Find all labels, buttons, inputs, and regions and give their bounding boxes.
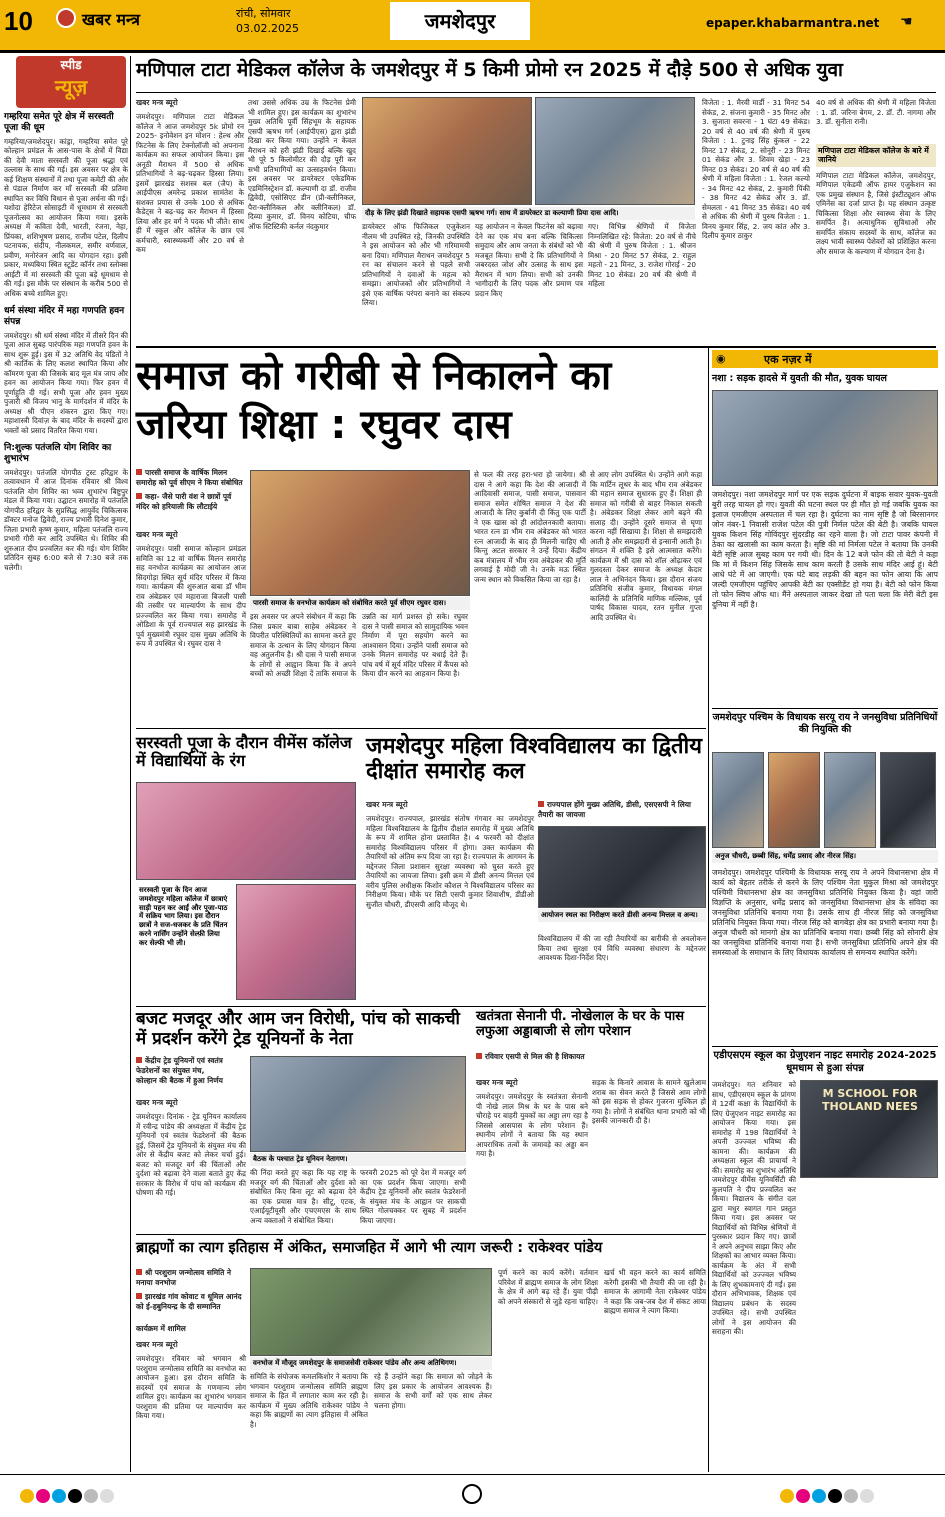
column-divider bbox=[708, 348, 709, 1472]
color-dot bbox=[828, 1489, 842, 1503]
raghuvar-sub1: पारसी समाज के वार्षिक मिलन समारोह को पूर्व सीएम ने किया संबोधित bbox=[136, 468, 243, 487]
speed-news-body: गम्हरिया/जमशेदपुर। कांड्रा, गम्हरिया समेत पूरे कोल्हान प्रमंडल के आस-पास के क्षेत्रों में विद्या की देवी माता सरस्वती की पूजा श्रद्धा एवं उल्लास के साथ की गई। इस अवसर पर क्षेत्र के कई शिक्षण संस्थानों में तथा पूजा कमेटी की ओर से पंडाल निर्माण कर माँ सरस्वती की प्रतिमा स्थापित कर विधि विधान से पूजा अर्चना की गई। यशोदा हेरिटेज सोसाइटी में धूमधाम से सरस्वती पूजनोत्सव का आयोजन किया गया। इसके अध्यक्ष में कविता देवी, भारती, रंजना, नेहा, प्रिंयका, शशिभूषण प्रसाद, राजीव पटेल, दिलीप पटनायक, संदीप, नीलकमल, समीर वर्णवाल, प्रवीण, मनोरंजन आदि का योगदान रहा। इसी प्रकार, मध्यबिया स्थित स्टूडेंट कॉर्नर तथा स्लोक्स आईटी में मां सरस्वती की पूजा बड़े धूमधाम से की गई। इस मौके पर संस्थान के करीब 500 से अधिक बच्चे शामिल हुए। bbox=[4, 136, 128, 298]
registration-crosshair-icon bbox=[462, 1484, 482, 1504]
byline: खबर मन्त्र ब्यूरो bbox=[136, 1340, 178, 1349]
article-text: विश्वविद्यालय में की जा रही तैयारियों का बारीकी से अवलोकन किया तथा सुरक्षा एवं विधि व्यवस्था संधारण के मद्देनजर आवश्यक दिशा-निर्देश दिए। bbox=[538, 934, 706, 962]
info-box-title: मणिपाल टाटा मेडिकल कॉलेज के बारे में जानिये bbox=[816, 144, 936, 167]
nazar-label: एक नज़र में bbox=[764, 353, 812, 366]
speed-news-bottom: न्यूज़ bbox=[54, 75, 88, 99]
university-headline: जमशेदपुर महिला विश्वविद्यालय का द्वितीय दीक्षांत समारोह कल bbox=[366, 734, 703, 785]
header-city: रांची, सोमवार bbox=[236, 7, 291, 20]
photo-caption: आयोजन स्थल का निरीक्षण करते डीसी अनन्य मित्तल व अन्य। bbox=[538, 909, 706, 922]
epaper-url[interactable]: epaper.khabarmantra.net bbox=[706, 16, 880, 30]
portrait-4 bbox=[880, 752, 936, 848]
article-text: 40 वर्ष से अधिक की श्रेणी में महिला विजेता : 1. डॉ. जरिना बेगम, 2. डॉ. टी. नागमा और 3. डॉ. सुनीता रानी। bbox=[816, 98, 936, 126]
brahman-sub2: झारखंड गांव कोवाट व धूमिल आनंद को ई-हबुनियन्द्र के दी सम्मानित bbox=[136, 1292, 242, 1311]
speed-news-column bbox=[4, 112, 128, 1472]
article-text: जमशेदपुर। रविवार को भगवान श्री परशुराम जन्मोत्सव समिति का वनभोज का आयोजन हुआ। इस दौरान समिति के सदस्यों एवं समाज के गणमान्य लोग शामिल हुए। कार्यक्रम का शुभारंभ भगवान परशुराम की प्रतिमा पर माल्यार्पण कर किया गया। bbox=[136, 1354, 246, 1420]
article-text: तथा उससे अधिक उम्र के फिटनेस प्रेमी भी शामिल हुए। इस कार्यक्रम का शुभारंभ मुख्य अतिथि पूर्वी सिंहभूम के सहायक एसपी ऋषभ गर्ग (आईपीएस) द्वारा झंडी दिखा कर किया गया। उन्होंने न केवल मैराथन को हरी झंडी दिखाई बल्कि खुद भी पूरे 5 किलोमीटर की दौड़ पूरी कर सभी प्रतिभागियों का उत्साहवर्धन किया। इस अवसर पर डायरेक्टर एकेडमिक एडमिनिस्ट्रेशन डॉ. कल्याणी दा डॉ. राजीव द्विवेदी, एसोसिएट डीन (प्री-क्लीनिकल, पैरा-क्लीनिकल और क्लीनिकल) डॉ. दिव्या कुमार, डॉ. विनय कोटिया, चीफ ऑफ स्टिस्टिकी कर्नल नंदकुमार bbox=[248, 98, 356, 231]
saryu-text: जमशेदपुर। जमशेदपुर पश्चिमी के विधायक सरयू राय ने अपने विधानसभा क्षेत्र में कार्य को बेहतर तरीके से करने के लिए पश्चिम नेता मुकुल मिश्रा को जमशेदपुर पश्चिमी विधानसभा क्षेत्र का जनसुविधा प्रतिनिधि नियुक्त किया है। वहां जारी विज्ञप्ति के अनुसार, धर्मेंद्र प्रसाद को जनसुविधा विधानसभा क्षेत्र के संविदा का जनसुविधा प्रतिनिधि बनाया गया है। उसके साथ ही नीरज सिंह को जनसुविधा प्रतिनिधि नियुक्त किया गया। नीरज सिंह को बागबेड़ा क्षेत्र का प्रभारी बनाया गया है। अनुज चौधरी को मानगो क्षेत्र का प्रतिनिधि बनाया गया। छब्बी सिंह को सोनारी क्षेत्र का जनसुविधा प्रतिनिधि बनाया गया है। सभी जनसुविधा प्रतिनिधि अपने क्षेत्र की समस्याओं के समाधान के लिए विधायक कार्यालय से समन्वय स्थापित करेंगे। bbox=[712, 868, 938, 958]
section-rule bbox=[136, 1006, 706, 1007]
article-text: सड़क के किनारे आवास के सामने खुलेआम शराब का सेवन करते हैं जिससे आम लोगों को इस सड़क से होकर गुजरना मुश्किल हो गया है। लोगों ने संबंधित थाना प्रभारी को भी इसकी जानकारी दी है। bbox=[592, 1078, 706, 1125]
adsm-photo bbox=[800, 1080, 938, 1178]
globe-icon: ◉ bbox=[716, 352, 726, 365]
header-date: 03.02.2025 bbox=[236, 22, 299, 35]
color-dot bbox=[780, 1489, 794, 1503]
adsm-title: एडीएसएम स्कूल का ग्रेजुएशन नाइट समारोह 2024-2025 धूमधाम से हुआ संपन्न bbox=[713, 1050, 937, 1074]
khatiyan-col1 bbox=[476, 1078, 588, 1230]
portrait-2 bbox=[768, 752, 820, 848]
article-text: खर्च भी वहन करने का कार्य समिति करेगी इसकी भी तैयारी की जा रही है। समाज के आगामी नेता राकेश्वर पांडेय ने कहा कि जब-जब देश में संकट आया ब्राह्मण समाज ने त्याग किया। bbox=[604, 1268, 706, 1315]
section-rule bbox=[712, 1046, 938, 1047]
khatiyan-sub: रविवार एसपी से मिल की है शिकायत bbox=[476, 1052, 706, 1062]
byline: खबर मन्त्र ब्यूरो bbox=[136, 1098, 178, 1107]
article-text: रहे हैं उन्होंने कहा कि समाज को जोड़ने के लिए इस प्रकार के आयोजन आवश्यक हैं। समाज के सभी वर्गों को एक साथ लेकर चलना होगा। bbox=[374, 1372, 492, 1410]
article-text: जमशेदपुर। मणिपाल टाटा मेडिकल कॉलेज ने आज जमशेदपुर 5k प्रोमो रन 2025- इनोवेशन इन मोशन : हेल्थ और फिटनेस के लिए टेक्नोलॉजी को अपनाना कार्यक्रम का सफल आयोजन किया। इस अनूठी मैराथन में 500 से अधिक प्रतिभागियों ने बढ़-चढ़कर हिस्सा लिया। इसमें झारखंड सशस्त्र बल (जैप) के आईपीएस अमरेन्द्र प्रकाश सामंतेश के सशक्त प्रयास से उनके 100 से अधिक कैडेट्स ने बढ़-चढ़ कर मैराथन में हिस्सा लिया और हर वर्ग ने पदक भी जीते। साथ ही में स्कूल और कॉलेज के छात्र एवं कर्मचारी, स्वास्थ्यकर्मी और 20 वर्ष से कम bbox=[136, 112, 244, 254]
color-dot bbox=[36, 1489, 50, 1503]
photo-caption: बैठक के पश्चात ट्रेड यूनियन नेतागण। bbox=[250, 1153, 466, 1166]
brahman-headline: ब्राह्मणों का त्याग इतिहास में अंकित, समाजहित में आगे भी त्याग जरूरी : राकेश्वर पांडेय bbox=[136, 1240, 603, 1256]
women-college-photo-2 bbox=[236, 884, 356, 1000]
speed-news-item bbox=[4, 443, 128, 572]
speed-news-title: नि:शुल्क पतंजलि योग शिविर का शुभारंभ bbox=[4, 443, 112, 465]
article-text: यह आयोजन न केवल फिटनेस को बढ़ावा देने का एक मंच बना बल्कि चिकित्सा समुदाय और आम जनता के संबंधों को भी मजबूत किया। सभी दे कि प्रतिभागियों ने जबरदस्त जोश और उत्साह के साथ इस मैराथन में भाग लिया। सभी को उनकी भागीदारी के लिए पदक और प्रमाण पत्र प्रदान किए bbox=[475, 222, 583, 298]
color-dot bbox=[796, 1489, 810, 1503]
nazar-title: नशा : सड़क हादसे में युवती की मौत, युवक घायल bbox=[712, 373, 887, 384]
article-text: इस अवसर पर अपने संबोधन में कहा कि जिस प्रकार बाबा साहेब अंबेडकर ने विपरीत परिस्थितियों का सामना करते हुए समाज के उत्थान के लिए योगदान किया वह अतुलनीय है। श्री दास ने पासी समाज के लोगों से आह्वान किया कि वे अपने बच्चों को अच्छी शिक्षा दें ताकि समाज के उन्नति का मार्ग प्रशस्त हो सके। रघुवर दास ने पासी समाज को सामुदायिक भवन निर्माण में पूरा सहयोग करने का आश्वासन दिया। उन्होंने पासी समाज को उनके मिलन समारोह पर बधाई देते हैं। पांच वर्ष में सूर्य मंदिर परिसर में कैंपस को किया ग्रीन करने का आहवान किया है। bbox=[250, 612, 469, 678]
photo-caption: वनभोज में मौजूद जमशेदपुर के समाजसेवी राकेश्वर पांडेय और अन्य अतिथिगण। bbox=[250, 1357, 492, 1370]
article-text: से फल की तरह हरा-भरा हो जायेगा। श्री दास ने आगे कहा कि देश की आजादी में आदिवासी समाज, पासी समाज, पासवान समाज समेत शोषित समाज ने देश की आजादी के लिए कुर्बानी दी किंतु एक पार्टी ने एक खास को ही आंदोलनकारी बताया। भारत रत्न डा भीम राव अंबेडकर को भारत रत्न आजादी के बाद ही मिलनी चाहिए थी किन्तु अटल सरकार ने उन्हें दिया। केंद्रीय कब मंत्रालय में भीम राव अंबेडकर की मूर्ति लगवाई है मोदी जी ने। उनके मऊ स्थित जन्म स्थान को विकसित किया जा रहा है। bbox=[474, 470, 586, 584]
photo-caption: अनुज चौधरी, छब्बी सिंह, धर्मेंद्र प्रसाद और नीरज सिंह। bbox=[712, 850, 938, 863]
color-dot bbox=[860, 1489, 874, 1503]
byline: खबर मन्त्र ब्यूरो bbox=[366, 800, 408, 809]
info-box-text: मणिपाल टाटा मेडिकल कॉलेज, जमशेदपुर, मणिपाल एकेडमी ऑफ हायर एजुकेशन का एक प्रमुख संस्थान है, जिसे इंस्टीट्यूशन ऑफ एमिनेंस का दर्जा प्राप्त है। यह संस्थान उत्कृष्ट चिकित्सा शिक्षा और स्वास्थ्य सेवा के लिए समर्पित है। अत्याधुनिक सुविधाओं और समर्पित संकाय सदस्यों के साथ, कॉलेज का लक्ष्य भावी स्वास्थ्य पेशेवरों को प्रशिक्षित करना और समाज के कल्याण में योगदान देना है। bbox=[816, 170, 936, 256]
marathon-photo-1 bbox=[362, 97, 532, 205]
university-sub: राज्यपाल होंगे मुख्य अतिथि, डीसी, एसएसपी ने लिया तैयारी का जायजा bbox=[538, 800, 691, 819]
byline: खबर मन्त्र ब्यूरो bbox=[476, 1078, 518, 1087]
nazar-label-bar bbox=[712, 350, 938, 368]
speed-news-item bbox=[4, 112, 128, 298]
adsm-text: जमशेदपुर। गत शनिवार को साथ, एडीएसएम स्कूल के प्रांगण में 12वीं कक्षा के विद्यार्थियों के लिए ग्रेजुएशन नाइट समारोह का आयोजन किया गया। इस समारोह में 198 विद्यार्थियों ने अपनी उज्ज्वल भविष्य की कामना की। कार्यक्रम की अध्यक्षता स्कूल की प्राचार्या ने की। समारोह का शुभारंभ अतिथि जमशेदपुर वीमेंस यूनिवर्सिटी की कुलपति ने दीप प्रज्वलित कर किया। विद्यालय के संगीत दल द्वारा मधुर स्वागत गान प्रस्तुत किया गया। इस अवसर पर विद्यार्थियों को विभिन्न श्रेणियों में पुरस्कार प्रदान किए गए। छात्रों ने अपने अनुभव साझा किए और शिक्षकों का आभार व्यक्त किया। कार्यक्रम के अंत में सभी विद्यार्थियों को उज्ज्वल भविष्य के लिए शुभकामनाएं दी गईं। इस दौरान अभिभावक, शिक्षक एवं विद्यालय प्रबंधन के सदस्य उपस्थित रहे। सभी उपस्थित लोगों ने इस आयोजन की सराहना की। bbox=[712, 1080, 796, 1336]
raghuvar-headline: समाज को गरीबी से निकालने का जरिया शिक्षा : रघुवर दास bbox=[136, 353, 612, 448]
registration-marks-left bbox=[20, 1488, 116, 1507]
section-rule bbox=[136, 1234, 706, 1235]
speed-news-body: जमशेदपुर। पतंजलि योगपीठ ट्रस्ट हरिद्वार के तत्वावधान में आज दिनांक रविवार श्री विश्व पतंजलि योग शिविर का भव्य शुभारंभ बिष्टुपुर मंडल में किया गया। उद्घाटन समारोह में पतंजलि योगपीठ हरिद्वार के सुप्रसिद्ध आयुर्वेद चिकित्सक डॉक्टर मनोज द्विवेदी, राज्य प्रभारी दिनेश कुमार, जिला प्रभारी कृष्ण कुमार, महिला पतंजलि राज्य प्रभारी गौरी कर आदि उपस्थित थे। शिविर की शुरुआत दीप प्रज्वलित कर की गई। योग शिविर प्रतिदिन सुबह 6:00 बजे से 7:30 बजे तक चलेगी। bbox=[4, 467, 128, 572]
khatiyan-headline: खतंत्रता सेनानी पी. नोखेलाल के घर के पास लफुआ अड्डाबाजी से लोग परेशान bbox=[476, 1009, 685, 1039]
photo-caption: पारसी समाज के वनभोज कार्यक्रम को संबोधित करते पूर्व सीएम रघुवर दास। bbox=[250, 597, 470, 610]
speed-news-body: जमशेदपुर। श्री धर्म संस्था मंदिर में तीसरे दिन की पूजा आज सुबह पारंपरिक महा गणपति हवन के साथ शुरू हुई। इस में 32 अतिथि वेद पंडितों ने श्री कार्तिक के लिए कलश स्थापित किया और कॉमरण पूजा की जिसके बाद मूल मंत्र जाप और हवन का आयोजन किया गया। फिर हवन में पूर्णाहुति दी गई। सभी पूजा और हवन मुख्य पुजारी श्री विजय भानु के मार्गदर्शन में मंदिर के अध्यक्ष श्री पीएन शंकरन द्वारा किए गए। महाशास्त्री दिवांज़ के बाद मंदिर के सदस्यों द्वारा भक्तों को प्रसाद वितरित किया गया। bbox=[4, 330, 129, 435]
color-dot bbox=[68, 1489, 82, 1503]
photo-caption: दौड़ के लिए झंडी दिखाते सहायक एसपी ऋषभ गर्ग। साथ में डायरेक्टर डा कल्याणी प्रिया दास आदि। bbox=[362, 207, 695, 220]
speed-news-title: धर्म संस्था मंदिर में महा गणपति हवन संपन्न bbox=[4, 306, 125, 328]
top-story-col7 bbox=[816, 98, 936, 343]
university-photo bbox=[538, 826, 706, 908]
article-text: फरवरी 2025 को पूरे देश में मजदूर वर्ग का एक प्रदर्शन किया जाएगा। सभी केंद्रीय ट्रेड यूनियनों और स्वतंत्र फेडरेशनों के संयुक्त मंच के आह्वान पर साकची स्थित गोलचक्कर पर सुबह में प्रदर्शन किया जाएगा। bbox=[360, 1168, 466, 1225]
raghuvar-col1 bbox=[136, 530, 246, 725]
raghuvar-sub2: कहा- जैसे पारी वंश ने छात्रों पूर्व मंदिर को हरियाली कि लौटाईये bbox=[136, 492, 232, 511]
marathon-photo-2 bbox=[535, 97, 695, 205]
article-text: जमशेदपुर। पासी समाज कोल्हान प्रमंडल समिति का 12 वां वार्षिक मिलन समारोह सह वनभोज कार्यक्रम का आयोजन आज सिदगोड़ा स्थित सूर्य मंदिर परिसर में किया गया। कार्यक्रम की शुरुआत बाबा डॉ भीम राव अंबेडकर एवं महाराजा बिजली पासी की तस्वीर पर माल्यार्पण के साथ दीप प्रज्ज्वलित कर किया गया। समारोह में ओडिशा के पूर्व राज्यपाल सह झारखंड के पूर्व मुख्यमंत्री रघुवर दास मुख्य अतिथि के रूप में उपस्थित थे। रघुवर दास ने bbox=[136, 544, 246, 648]
nazar-text: जमशेदपुर। नशा जमशेदपुर मार्ग पर एक सड़क दुर्घटना में बाइक सवार युवक-युवती बुरी तरह घायल हो गए। युवती की घटना स्थल पर ही मौत हो गई जबकि युवक का इलाज एमजीएम अस्पताल में चल रहा है। दुर्घटना का नाम सृष्टि है जो बिरसानगर जोन नंबर-1 निवासी राजेश पटेल की पुत्री निर्मल पटेल की बेटी है। जबकि घायल युवक किशन सिंह गोविंदपुर सुंदरडीह का रहने वाला है। जो टाटा पावर कंपनी में ठेका का खलासी का काम करता है। सृष्टि की मां निर्मला पटेल ने बताया कि उनकी बेटी सृष्टि आज सुबह काम पर गयी थी। दिन के 12 बजे फोन की तो बेटी ने कहा कि मां में किशन सिंह जिसके साथ काम करती है उसके साथ मंदिर आई हूं। बेटी आधे घंटे में आ जाएगी। एक घंटे बाद लड़की की बहन का फोन आया कि आप जल्दी एमजीएम पहुंचिए आपकी बेटी का एक्सीडेंट हो गया है। बेटी को फोन किया तो फोन स्विच ऑफ था। मैंने अस्पताल जाकर देखा तो पता चला कि मेरी बेटी इस दुनिया में नहीं है। bbox=[712, 490, 938, 610]
column-divider bbox=[130, 56, 131, 1472]
section-rule bbox=[136, 728, 706, 729]
university-col1 bbox=[366, 800, 534, 1005]
adsm-text-cont bbox=[712, 1182, 938, 1470]
nazar-photo bbox=[712, 390, 938, 486]
women-college-headline: सरस्वती पूजा के दौरान वीमेंस कॉलेज में विद्यार्थियों के रंग bbox=[136, 733, 352, 771]
women-college-caption: सरस्वती पूजा के दिन आज जमशेदपुर महिला कॉलेज में छात्राएं साड़ी पहन कर आईं और पूजा-पाठ में सक्रिय भाग लिया। इस दौरान छात्रों ने सज-धजकर के प्रति चिंतन करने नार्सिंग उन्होंने सेल्फ़ी लिया कर सेल्फी भी ली। bbox=[136, 884, 232, 1000]
raghuvar-photo bbox=[250, 470, 470, 596]
article-text: जमशेदपुर। दिनांक - ट्रेड यूनियन कार्यालय में रवीन्द्र पांडेय की अध्यक्षता में केंद्रीय ट्रेड यूनियनों एवं स्वतंत्र फेडरेशनों की बैठक हुई, जिसमें ट्रेड यूनियनों के संयुक्त मंच की ओर से केंद्रीय बजट को लेकर चर्चा हुई। बजट को मजदूर वर्ग की चिंताओं और दुर्दशा को बढ़ावा देने वाला बताते हुए केंद्र सरकार के विरोध में पांच को कार्यक्रम की घोषणा की गई। bbox=[136, 1112, 246, 1197]
color-dot bbox=[20, 1489, 34, 1503]
header-rule bbox=[0, 50, 945, 53]
portrait-1 bbox=[712, 752, 764, 848]
article-text: गए। विभिन्न श्रेणियों में विजेता निम्नलिखित रहे: विजेता: 20 वर्ष से नीचे की श्रेणी में पुरुष विजेता : 1. श्रीजन मिश्रा - 20 मिनट 57 सेकंड, 2. राहुल महतो - 21 मिनट, 3. राजेश गोराई - 20 मिनट 10 सेकंड। 20 वर्ष की श्रेणी में महिला bbox=[588, 222, 697, 288]
article-text: विजेता : 1. मैरवी मार्डी - 31 मिनट 54 सेकंड, 2. संजना कुमारी - 35 मिनट और 3. सुजाता सवरना - 1 घंटा 49 सेकंड। 20 वर्ष से 40 वर्ष की श्रेणी में पुरुष विजेता : 1. टुनाइ सिंह कुंकल - 22 मिनट 17 सेकंड, 2. सोनूरी - 23 मिनट 01 सेकंड और 3. शिवम खेड़ा - 23 मिनट 03 सेकंड। 20 वर्ष से 40 वर्ष की श्रेणी में महिला विजेता : 1. रेजल कल्यो - 34 मिनट 42 सेकंड, 2. कुमारी पिंकी - 38 मिनट 42 सेकंड और 3. डॉ. सेमलता - 41 मिनट 35 सेकंड। 40 वर्ष से अधिक की श्रेणी में पुरुष विजेता : 1. विनय कुमार सिंह, 2. जय कांत और 3. दिलीप कुमार ठाकुर bbox=[702, 98, 810, 240]
article-text: डायरेक्टर ऑफ फिजिकल एजुकेशन नीलम भी उपस्थित रहे, जिनकी उपस्थिति ने इस आयोजन को और भी गरिमामयी बना दिया। मणिपाल मैराथन जमशेदपुर 5 रन का संचालन करने से पहले सभी प्रतिभागियों ने दवाओं के महत्व को समझा। आयोजकों और प्रतिभागियों ने इसे एक वार्षिक परंपरा बनाने का संकल्प लिया। bbox=[362, 222, 470, 307]
section-rule bbox=[136, 346, 936, 348]
registration-marks-right bbox=[780, 1488, 876, 1507]
brand-logo bbox=[56, 8, 76, 28]
article-text: जमशेदपुर। राज्यपाल, झारखंड संतोष गंगवार का जमशेदपुर महिला विश्वविद्यालय के द्वितीय दीक्षांत समारोह में मुख्य अतिथि के रूप में शामिल होना प्रस्तावित है। 4 फरवरी को दीक्षांत समारोह विश्वविद्यालय परिसर में होगा। उक्त कार्यक्रम की तैयारियों को अंतिम रूप दिया जा रहा है। राज्यपाल के आगमन के मद्देनजर जिला प्रशासन सुरक्षा व्यवस्था को चुस्त करते हुए तैयारियों का जायजा लिया। इसी क्रम में डीसी अनन्य मित्तल एवं वरीय पुलिस अधीक्षक किशोर कौशल ने विश्वविद्यालय परिसर का निरीक्षण किया। मौके पर सिटी एसपी कुमार शिवाशीष, डीडीओ सुजीत चौधरी, डीएसपी आदि मौजूद थे। bbox=[366, 814, 534, 909]
section-title: जमशेदपुर bbox=[390, 2, 530, 40]
byline: खबर मन्त्र ब्यूरो bbox=[136, 98, 178, 107]
brand-name: खबर मन्त्र bbox=[82, 10, 140, 29]
color-dot bbox=[100, 1489, 114, 1503]
trade-union-sub2: कोल्हान की बैठक में हुआ निर्णय bbox=[136, 1076, 223, 1085]
trade-union-col1 bbox=[136, 1098, 246, 1230]
trade-union-headline: बजट मजदूर और आम जन विरोधी, पांच को साकची में प्रदर्शन करेंगे ट्रेड यूनियनों के नेता bbox=[136, 1009, 460, 1049]
article-text: समिति के संयोजक कमलकिशोर ने बताया कि भगवान परशुराम जन्मोत्सव समिति ब्राह्मण समाज के हित में लगातार काम कर रही है। कार्यक्रम में मुख्य अतिथि राकेश्वर पांडेय ने कहा कि ब्राह्मणों का त्याग इतिहास में अंकित है। bbox=[250, 1372, 368, 1429]
brahman-photo bbox=[250, 1268, 492, 1356]
page-header bbox=[0, 0, 945, 50]
trade-union-photo bbox=[250, 1056, 466, 1152]
trade-union-sub1: केंद्रीय ट्रेड यूनियनों एवं स्वतंत्र फेडरेशनों का संयुक्त मंच, bbox=[136, 1056, 223, 1075]
article-text: जमशेदपुर। जमशेदपुर के स्वतंत्रता सेनानी पी नोखे लाल मिश्र के घर के पास बने चौराहे पर बाहरी युवकों का अड्डा लग रहा है जिससे आसपास के लोग परेशान हैं। स्थानीय लोगों ने बताया कि यह स्थान आपराधिक तत्वों के जमावड़े का अड्डा बन गया है। bbox=[476, 1092, 588, 1158]
article-text: पूर्ण करने का कार्य करेंगे। वर्तमान परिवेश में ब्राह्मण समाज के लोग शिक्षा के क्षेत्र में आगे बढ़ रहे हैं। युवा पीढ़ी को अपने संस्कारों से जुड़े रहना चाहिए। bbox=[498, 1268, 598, 1306]
brahman-sub1: श्री परशुराम जन्मोत्सव समिति ने मनाया वनभोज bbox=[136, 1268, 231, 1287]
speed-news-title: गम्हरिया समेत पूरे क्षेत्र में सरस्वती पूजा की धूम bbox=[4, 112, 114, 134]
article-text: की निंदा करते हुए कहा कि यह राष्ट्र के मजदूर वर्ग की चिंताओं और दुर्दशा को संबोधित किए बिना लूट को बढ़ावा देने का एक प्रयास मात्र है। सीटू, एटक, एआईयूटीयूसी और एचएमएस के साथ अन्य वक्ताओं ने संबोधित किया। bbox=[250, 1168, 356, 1225]
footer-rule bbox=[0, 1474, 945, 1475]
top-rule bbox=[136, 92, 936, 93]
adsm-photo-text: M SCHOOL FOR THOLAND NEES bbox=[822, 1087, 918, 1114]
byline: खबर मन्त्र ब्यूरो bbox=[136, 530, 178, 539]
color-dot bbox=[84, 1489, 98, 1503]
pointer-icon: ☚ bbox=[900, 14, 913, 30]
brahman-sub3: कार्यक्रम में शामिल bbox=[136, 1324, 186, 1333]
speed-news-item bbox=[4, 306, 128, 435]
speed-news-badge bbox=[16, 56, 126, 108]
section-rule bbox=[712, 708, 938, 709]
saryu-title: जमशेदपुर पश्चिम के विधायक सरयू राय ने जनसुविधा प्रतिनिधियों की नियुक्ति की bbox=[712, 712, 938, 735]
color-dot bbox=[844, 1489, 858, 1503]
women-college-photo-1 bbox=[136, 782, 356, 880]
speed-news-top: स्पीड bbox=[60, 58, 82, 72]
portrait-3 bbox=[824, 752, 876, 848]
article-text: से आए लोग उपस्थित थे। उन्होंने आगे कहा कि मार्टिन लूथर के बाद भीम राव अंबेडकर की महान समाज सुधारक हुए हैं। शिक्षा ही समाज को गरीबी से बाहर निकाल सकती है। अंबेडकर शिक्षा लेकर आगे बढ़ने की सलाह दी। उन्होंने दूसरे समाज से घृणा करना नहीं सिखाया है। शिक्षा से समझदारी आती है और समझदारी से इन्सानी आती है। संगठन में शक्ति है इसे आत्मसात करेंगे। कार्यक्रम में श्री दास को शॉल ओढ़ाकर एवं गुलदस्ता देकर समाज के अध्यक्ष केदार लाल ने अभिनंदन किया। इस दौरान संजय प्रतिनिधि संजीव कुमार, विधायक मंगल कालिंदी के प्रतिनिधि माणिक मल्लिक, पूर्व पार्षद विकास यादव, रतन मुनील गुप्ता आदि उपस्थित थे। bbox=[590, 470, 702, 622]
top-story-headline: मणिपाल टाटा मेडिकल कॉलेज के जमशेदपुर में 5 किमी प्रोमो रन 2025 में दौड़े 500 से अधिक युवा bbox=[136, 59, 843, 81]
color-dot bbox=[812, 1489, 826, 1503]
color-dot bbox=[52, 1489, 66, 1503]
page-number: 10 bbox=[4, 6, 33, 36]
top-story-col1 bbox=[136, 98, 244, 343]
brahman-col1 bbox=[136, 1340, 246, 1470]
